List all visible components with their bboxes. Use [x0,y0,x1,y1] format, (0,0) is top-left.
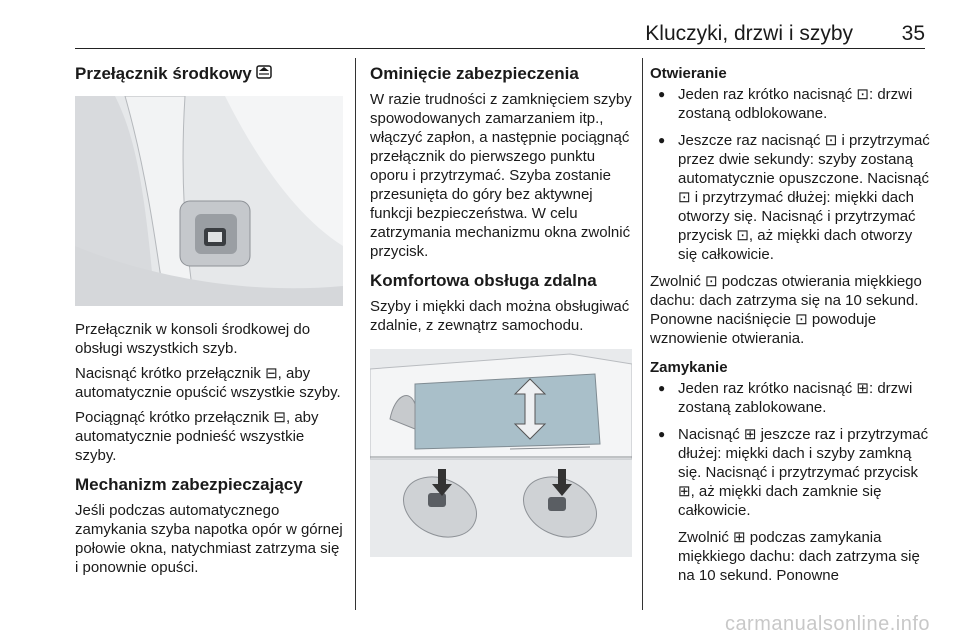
list-item: ● Jeden raz krótko nacisnąć ⊞: drzwi zostaną zablokowane. [650,379,930,417]
section-heading: Przełącznik środkowy [75,64,345,84]
paragraph: Pociągnąć krótko przełącznik ⊟, aby automatycznie podnieść wszystkie szyby. [75,409,319,464]
page-header [75,0,925,49]
list-item: ● Nacisnąć ⊞ jeszcze raz i przytrzymać dłużej: miękki dach i szyby zamkną się. Nacisnąć i przytrzymać przycisk ⊞, aż miękki dach zamknie się całkowicie. [650,425,930,520]
remote-key-illustration [370,349,632,557]
page-number: 35 [901,22,925,45]
close-list [650,379,930,520]
paragraph: Przełącznik w konsoli środkowej do obsługi wszystkich szyb. [75,321,311,357]
column-divider [642,58,643,610]
window-switch-icon [256,64,272,84]
column-1 [75,58,345,583]
subheading: Zamykanie [650,359,728,376]
section-heading: Komfortowa obsługa zdalna [370,271,597,290]
center-console-photo [75,96,343,306]
page-title: Kluczyki, drzwi i szyby [645,22,853,45]
watermark: carmanualsonline.info [724,613,930,635]
paragraph: Nacisnąć krótko przełącznik ⊟, aby automatycznie opuścić wszystkie szyby. [75,365,341,401]
subheading: Otwieranie [650,65,727,82]
open-list [650,85,930,264]
paragraph: Zwolnić ⊡ podczas otwierania miękkiego dachu: dach zatrzyma się na 10 sekund. Ponowne naciśnięcie ⊡ powoduje wznowienie otwierania. [650,273,922,347]
list-item: ● Jeszcze raz nacisnąć ⊡ i przytrzymać przez dwie sekundy: szyby zostaną automatycznie opuszczone. Nacisnąć ⊡ i przytrzymać dłużej: miękki dach otworzy się. Nacisnąć i przytrzymać przycisk ⊡, aż miękki dach otworzy się całkowicie. [650,131,930,264]
paragraph: Jeśli podczas automatycznego zamykania szyba napotka opór w górnej połowie okna, natychmiast zatrzyma się i ponownie opuści. [75,502,343,576]
paragraph: W razie trudności z zamknięciem szyby spowodowanych zamarzaniem itp., włączyć zapłon, a następnie pociągnąć przełącznik do pierwszego punktu oporu i przytrzymać. Szyba zostanie przesunięta do góry bez aktywnej funkcji bezpieczeństwa. W celu zatrzymania mechanizmu okna zwolnić przycisk. [370,91,632,260]
section-heading: Ominięcie zabezpieczenia [370,64,579,83]
column-divider [355,58,356,610]
section-heading: Mechanizm zabezpieczający [75,475,303,494]
column-3 [650,58,930,591]
list-item: ● Jeden raz krótko nacisnąć ⊡: drzwi zostaną odblokowane. [650,85,930,123]
paragraph: Zwolnić ⊞ podczas zamykania miękkiego dachu: dach zatrzyma się na 10 sekund. Ponowne [678,529,920,584]
paragraph: Szyby i miękki dach można obsługiwać zdalnie, z zewnątrz samochodu. [370,298,630,334]
column-2 [370,58,635,557]
